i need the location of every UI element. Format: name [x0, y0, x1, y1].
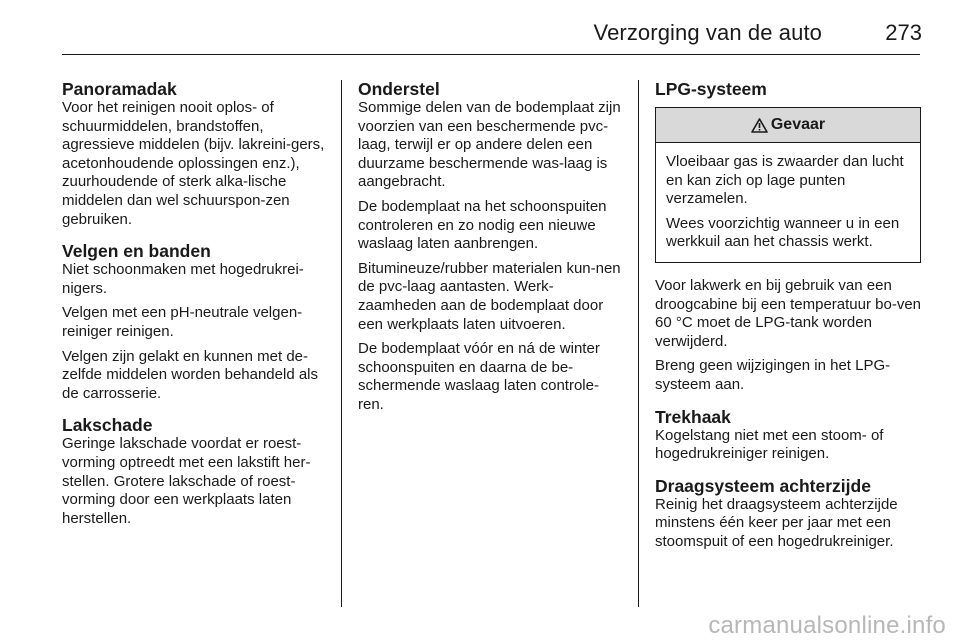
- column-divider-1: [341, 80, 342, 607]
- section-heading: Trekhaak: [655, 406, 731, 427]
- section-heading: Onderstel: [358, 79, 440, 99]
- paragraph: Voor het reinigen nooit oplos- of schuurmiddelen, brandstoffen, agressieve middelen (bijv. lakreini-gers, acetonhoudende oplossingen enz.), zuurhoudende of sterk alka-lische middelen dan wel schuurspon-zen gebruiken.: [62, 99, 325, 228]
- paragraph: Geringe lakschade voordat er roest-vorming optreedt met een lakstift her-stellen. Grotere lakschade of roest-vorming door een werkplaats laten herstellen.: [62, 435, 311, 527]
- paragraph: Niet schoonmaken met hogedrukrei-nigers.: [62, 261, 304, 297]
- paragraph: Voor lakwerk en bij gebruik van een droogcabine bij een temperatuur bo-ven 60 °C moet de LPG-tank worden verwijderd.: [655, 276, 922, 350]
- page-number: 273: [885, 20, 922, 45]
- danger-body: [656, 143, 920, 262]
- paragraph: De bodemplaat na het schoonspuiten controleren en zo nodig een nieuwe waslaag laten aanbrengen.: [358, 197, 607, 253]
- danger-header: [656, 108, 920, 143]
- column-middle: [358, 80, 622, 428]
- section-heading: LPG-systeem: [655, 79, 767, 99]
- section-lakschade: [62, 416, 330, 528]
- page-header-title: Verzorging van de auto: [593, 20, 822, 45]
- paragraph: Velgen met een pH-neutrale velgen-reiniger reinigen.: [62, 304, 303, 340]
- column-right: [655, 80, 921, 565]
- section-lpg-systeem: [655, 80, 921, 395]
- warning-triangle-icon: [751, 118, 768, 133]
- paragraph: Kogelstang niet met een stoom- of hogedrukreiniger reinigen.: [655, 426, 884, 463]
- paragraph: Sommige delen van de bodemplaat zijn voorzien van een beschermende pvc-laag, terwijl er op andere delen een duurzame beschermende was-laag is aangebracht.: [358, 99, 621, 191]
- paragraph: Reinig het draagsysteem achterzijde minstens één keer per jaar met een stoomspuit of een hogedrukreiniger.: [655, 495, 898, 550]
- section-heading: Panoramadak: [62, 79, 177, 99]
- section-draagsysteem-achterzijde: [655, 477, 921, 552]
- danger-box: [655, 107, 921, 263]
- watermark-link[interactable]: carmanualsonline.info: [708, 612, 946, 639]
- section-heading: Velgen en banden: [62, 241, 211, 262]
- column-left: [62, 80, 330, 541]
- section-heading: Lakschade: [62, 415, 153, 436]
- paragraph: Vloeibaar gas is zwaarder dan lucht en kan zich op lage punten verzamelen.: [666, 153, 904, 208]
- paragraph: Wees voorzichtig wanneer u in een werkkuil aan het chassis werkt.: [666, 214, 900, 251]
- section-onderstel: [358, 80, 622, 415]
- section-panoramadak: [62, 80, 330, 229]
- paragraph: Bitumineuze/rubber materialen kun-nen de pvc-laag aantasten. Werk-zaamheden aan de bodemplaat door een werkplaats laten uitvoeren.: [358, 259, 621, 333]
- section-heading: Draagsysteem achterzijde: [655, 475, 871, 496]
- column-divider-2: [638, 80, 639, 607]
- section-velgen-en-banden: [62, 242, 330, 403]
- section-trekhaak: [655, 408, 921, 464]
- header-rule: [62, 54, 920, 55]
- danger-label: Gevaar: [770, 115, 826, 133]
- paragraph: Breng geen wijzigingen in het LPG-systeem aan.: [655, 357, 891, 393]
- paragraph: Velgen zijn gelakt en kunnen met de-zelfde middelen worden behandeld als de carrosserie.: [62, 347, 319, 402]
- paragraph: De bodemplaat vóór en ná de winter schoonspuiten en daarna de be-schermende waslaag laten controle-ren.: [358, 340, 600, 413]
